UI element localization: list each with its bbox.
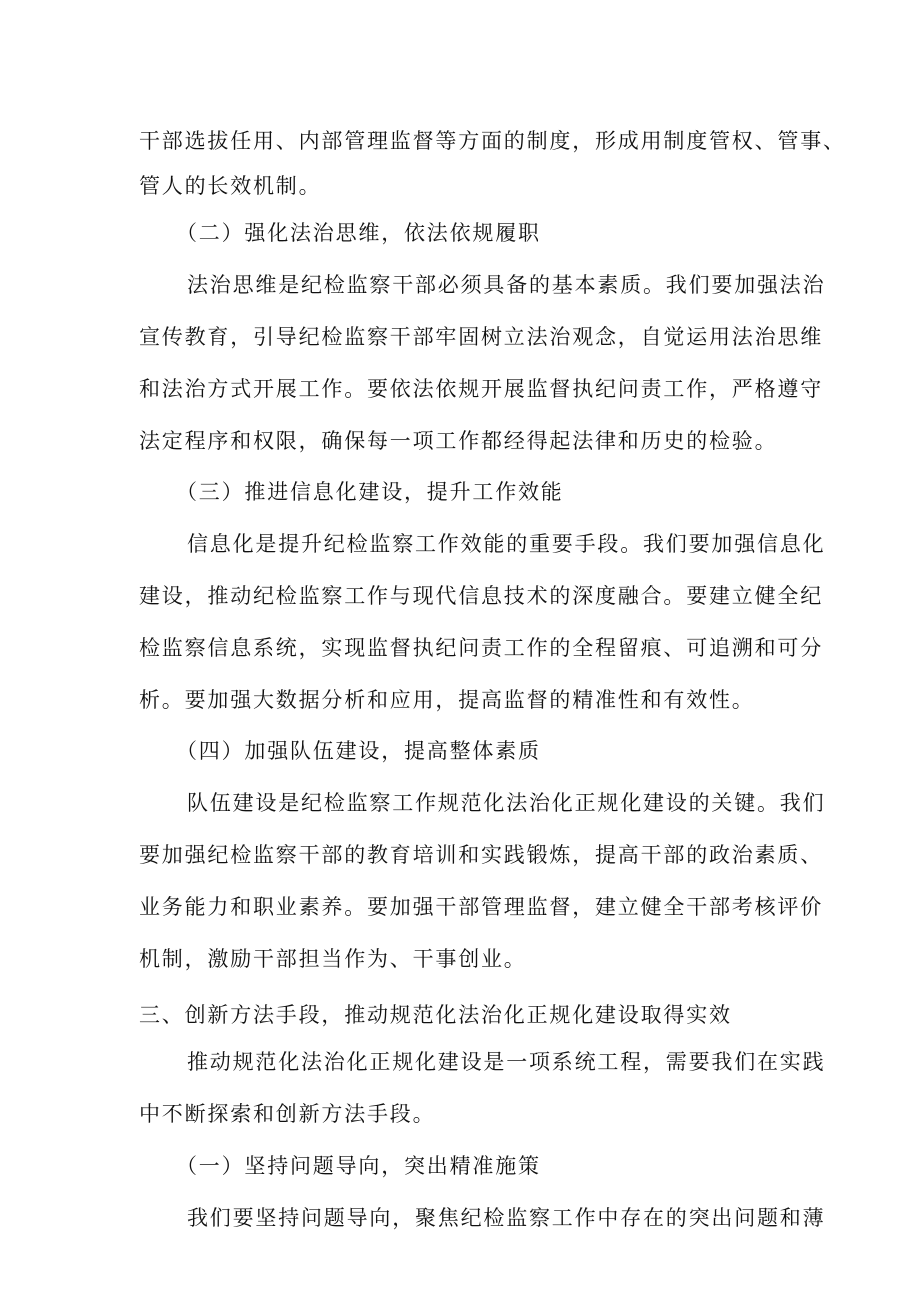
paragraph-line: 法治思维是纪检监察干部必须具备的基本素质。我们要加强法治 (187, 273, 826, 297)
paragraph-line: 管人的长效机制。 (139, 174, 322, 198)
paragraph-line: 队伍建设是纪检监察工作规范化法治化正规化建设的关键。我们 (187, 791, 826, 815)
paragraph-line: 机制，激励干部担当作为、干事创业。 (139, 947, 527, 971)
paragraph-line: 干部选拔任用、内部管理监督等方面的制度，形成用制度管权、管事、 (139, 129, 846, 153)
paragraph-line: 信息化是提升纪检监察工作效能的重要手段。我们要加强信息化 (187, 532, 826, 556)
subheading-3: （三）推进信息化建设，提升工作效能 (176, 480, 564, 504)
paragraph-line: 业务能力和职业素养。要加强干部管理监督，建立健全干部考核评价 (139, 895, 823, 919)
paragraph-line: 和法治方式开展工作。要依法依规开展监督执纪问责工作，严格遵守 (139, 377, 823, 401)
paragraph-line: 中不断探索和创新方法手段。 (139, 1102, 436, 1126)
paragraph-line: 推动规范化法治化正规化建设是一项系统工程，需要我们在实践 (187, 1050, 826, 1074)
paragraph-line: 法定程序和权限，确保每一项工作都经得起法律和历史的检验。 (139, 429, 778, 453)
paragraph-line: 宣传教育，引导纪检监察干部牢固树立法治观念，自觉运用法治思维 (139, 325, 823, 349)
subheading-2: （二）强化法治思维，依法依规履职 (176, 221, 541, 245)
section-heading: 三、创新方法手段，推动规范化法治化正规化建设取得实效 (139, 1003, 732, 1027)
paragraph-line: 我们要坚持问题导向，聚焦纪检监察工作中存在的突出问题和薄 (187, 1206, 826, 1230)
subheading-4: （四）加强队伍建设，提高整体素质 (176, 739, 541, 763)
paragraph-line: 析。要加强大数据分析和应用，提高监督的精准性和有效性。 (139, 688, 755, 712)
paragraph-line: 要加强纪检监察干部的教育培训和实践锻炼，提高干部的政治素质、 (139, 843, 823, 867)
paragraph-line: 建设，推动纪检监察工作与现代信息技术的深度融合。要建立健全纪 (139, 584, 823, 608)
subheading-1: （一）坚持问题导向，突出精准施策 (176, 1154, 541, 1178)
paragraph-line: 检监察信息系统，实现监督执纪问责工作的全程留痕、可追溯和可分 (139, 636, 823, 660)
